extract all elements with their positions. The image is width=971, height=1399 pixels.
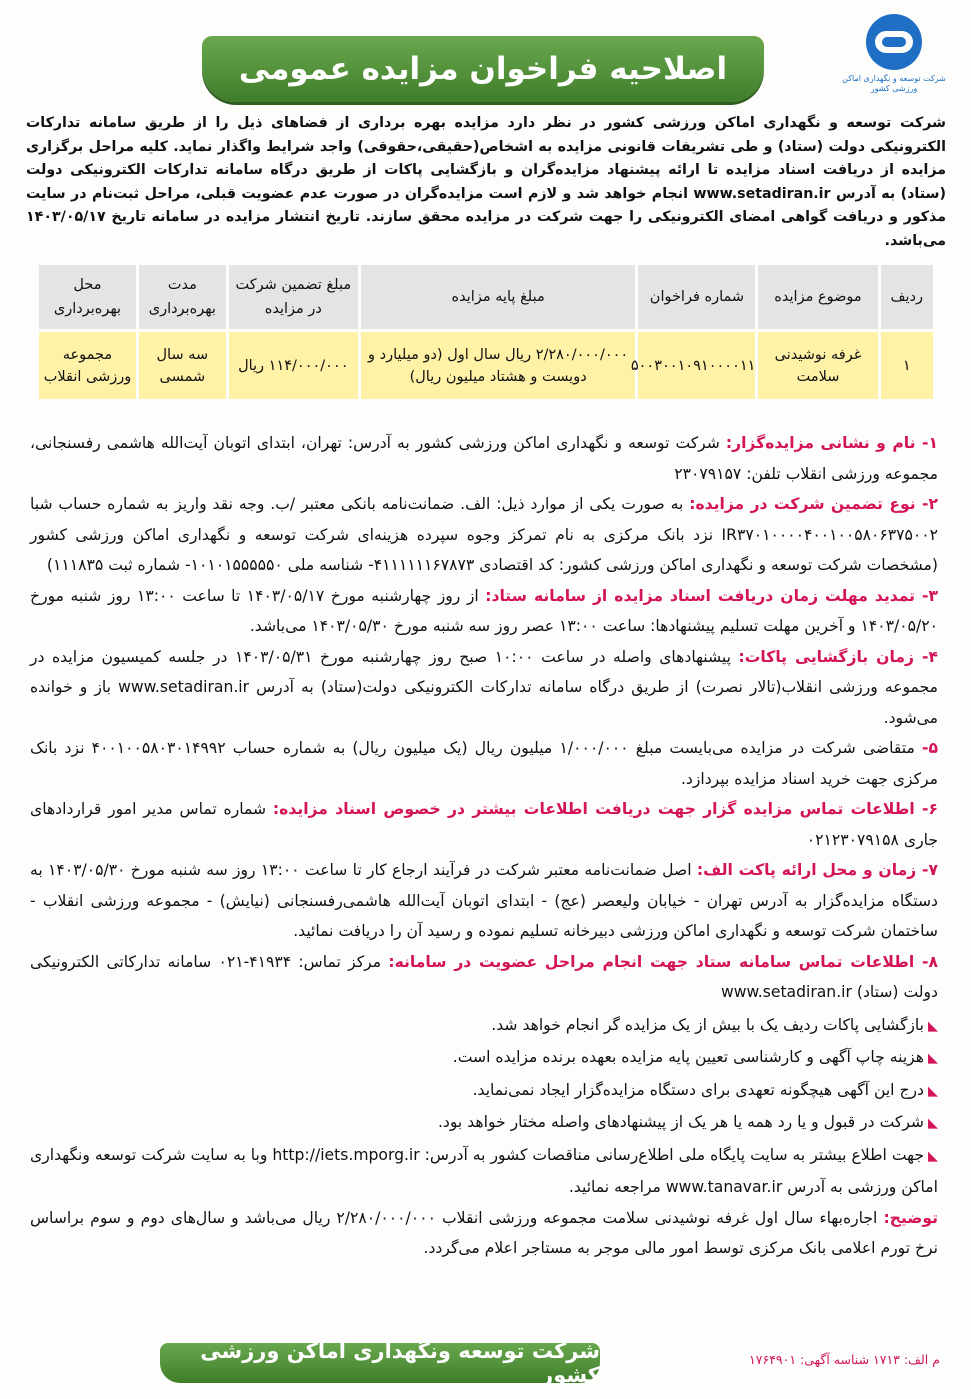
section	[30, 489, 938, 581]
section	[30, 428, 938, 489]
section	[30, 947, 938, 1008]
note	[30, 1203, 938, 1264]
section-text: مرکز تماس: ۴۱۹۳۴-۰۲۱ سامانه تدارکاتی الکترونیکی دولت (ستاد) www.setadiran.ir	[30, 952, 938, 1001]
section-text: متقاضی شرکت در مزایده می‌بایست مبلغ ۱/۰۰۰/۰۰۰ میلیون ریال (یک میلیون ریال) به شماره حساب ۴۰۰۱۰۰۵۸۰۳۰۱۴۹۹۲ نزد بانک مرکزی جهت خرید اسناد مزایده بپردازد.	[30, 739, 938, 788]
footer-banner	[160, 1339, 600, 1387]
table-cell: ۱	[881, 332, 933, 399]
section-text: از روز چهارشنبه مورخ ۱۴۰۳/۰۵/۱۷ تا ساعت ۱۳:۰۰ روز شنبه مورخ ۱۴۰۳/۰۵/۲۰ و آخرین مهلت تسلیم پیشنهادها: ساعت ۱۳:۰۰ عصر روز سه شنبه مورخ ۱۴۰۳/۰۵/۳۰ می‌باشد.	[30, 586, 938, 635]
triangle-bullet-icon: ◣	[927, 1148, 939, 1164]
table-cell: مجموعه ورزشی انقلاب	[39, 332, 136, 399]
section	[30, 581, 938, 642]
intro-paragraph: شرکت توسعه و نگهداری اماکن ورزشی کشور در نظر دارد مزایده بهره برداری از فضاهای ذیل را از طریق سامانه تدارکات الکترونیکی دولت (ستاد) و طی تشریفات قانونی مزایده به اشخاص(حقیقی،حقوقی) واجد شرایط واگذار نماید. کلیه مراحل برگزاری مزایده از دریافت اسناد مزایده تا ارائه پیشنهاد مزایده‌گران و بازگشایی پاکات از طریق درگاه سامانه تدارکات الکترونیکی دولت (ستاد) به آدرس www.setadiran.ir انجام خواهد شد و لازم است مزایده‌گران در صورت عدم عضویت قبلی، مراحل ثبت‌نام در سایت مذکور و دریافت گواهی امضای الکترونیکی را جهت شرکت در مزایده محقق سازند. تاریخ انتشار مزایده در سامانه تاریخ ۱۴۰۳/۰۵/۱۷ می‌باشد.	[26, 115, 946, 249]
list-item: ◣درج این آگهی هیچگونه تعهدی برای دستگاه مزایده‌گزار ایجاد نمی‌نماید.	[472, 1080, 938, 1099]
column-header: ردیف	[881, 265, 933, 329]
table-header-row	[39, 265, 933, 329]
table-cell: سه سال شمسی	[139, 332, 226, 399]
title-banner	[202, 36, 764, 102]
list-item: ◣جهت اطلاع بیشتر به سایت پایگاه ملی اطلاع‌رسانی مناقصات کشور به آدرس: http://iets.mporg.ir وبا به سایت شرکت توسعه ونگهداری اماکن ورزشی به آدرس www.tanavar.ir مراجعه نمائید.	[30, 1145, 939, 1196]
section-text: شرکت توسعه و نگهداری اماکن ورزشی کشور به آدرس: تهران، ابتدای اتوبان آیت‌الله هاشمی رفسنجانی، مجموعه ورزشی انقلاب تلفن: ۲۳۰۷۹۱۵۷	[30, 434, 938, 483]
auction-table	[36, 262, 936, 402]
column-header: مبلغ تضمین شرکت در مزایده	[229, 265, 358, 329]
table-cell: ۱۱۴/۰۰۰/۰۰۰ ریال	[229, 332, 358, 399]
column-header: موضوع مزایده	[758, 265, 877, 329]
table-row	[39, 332, 933, 399]
ad-id: م الف: ۱۷۱۳ شناسه آگهی: ۱۷۶۴۹۰۱	[749, 1352, 940, 1367]
conditions-body	[30, 428, 938, 1264]
table-cell: ۵۰۰۳۰۰۱۰۹۱۰۰۰۰۱۱	[638, 332, 755, 399]
triangle-bullet-icon: ◣	[928, 1083, 938, 1099]
section-text: اصل ضمانت‌نامه معتبر شرکت در فرآیند ارجاع کار تا ساعت ۱۳:۰۰ روز سه شنبه مورخ ۱۴۰۳/۰۵/۳۰ به دستگاه مزایده‌گزار به آدرس تهران - خیابان ولیعصر (عج) - ابتدای اتوبان آیت‌الله هاشمی‌رفسنجانی (نیایش) - مجموعه ورزشی انقلاب - ساختمان شرکت توسعه و نگهداری اماکن ورزشی دبیرخانه تسلیم نموده و رسید آن را دریافت نمائید.	[30, 861, 938, 940]
triangle-bullet-icon: ◣	[928, 1051, 938, 1066]
list-item: ◣شرکت در قبول و یا رد همه یا هر یک از پیشنهادهای واصله مختار خواهد بود.	[437, 1113, 938, 1131]
section-heading: ۲- نوع تضمین شرکت در مزایده:	[689, 495, 938, 513]
note-text: اجاره‌بهاء سال اول غرفه نوشیدنی سلامت مجموعه ورزشی انقلاب ۲/۲۸۰/۰۰۰/۰۰۰ ریال می‌باشد و سال‌های دوم و سوم براساس نرخ تورم اعلامی بانک مرکزی توسط امور مالی موجر به مستاجر اعلام می‌گردد.	[30, 1208, 938, 1257]
list-item: ◣بازگشایی پاکات ردیف یک با بیش از یک مزایده گر انجام خواهد شد.	[491, 1015, 938, 1034]
section	[30, 855, 938, 947]
column-header: مبلغ پایه مزایده	[361, 265, 636, 329]
section-heading: ۸- اطلاعات تماس سامانه ستاد جهت انجام مراحل عضویت در سامانه:	[388, 952, 938, 971]
table-cell: غرفه نوشیدنی سلامت	[758, 332, 877, 399]
section-heading: ۵-	[921, 739, 938, 757]
company-logo	[831, 14, 957, 96]
section-heading: ۷- زمان و محل ارائه پاکت الف:	[696, 861, 938, 879]
bullet-list	[30, 1010, 938, 1203]
section	[30, 733, 938, 794]
table-cell: ۲/۲۸۰/۰۰۰/۰۰۰ ریال سال اول (دو میلیارد و دویست و هشتاد میلیون ریال)	[361, 332, 636, 399]
logo-icon	[866, 14, 922, 70]
section-text: پیشنهادهای واصله در ساعت ۱۰:۰۰ صبح روز چهارشنبه مورخ ۱۴۰۳/۰۵/۳۱ در جلسه کمیسیون مزایده در مجموعه ورزشی انقلاب(تالار نصرت) از طریق درگاه سامانه تدارکات الکترونیکی دولت(ستاد) به آدرس www.setadiran.ir باز و خوانده می‌شود.	[30, 647, 938, 727]
triangle-bullet-icon: ◣	[928, 1018, 938, 1034]
triangle-bullet-icon: ◣	[928, 1116, 938, 1131]
section-heading: ۳- تمدید مهلت زمان دریافت اسناد مزایده از سامانه ستاد:	[485, 586, 938, 605]
note-heading: توضیح:	[883, 1208, 938, 1227]
section-text: شماره تماس مدیر امور قراردادهای جاری ۰۲۱۲۳۰۷۹۱۵۸	[30, 800, 938, 849]
list-item: ◣هزینه چاپ آگهی و کارشناسی تعیین پایه مزایده بعهده برنده مزایده است.	[452, 1048, 938, 1066]
column-header: شماره فراخوان	[638, 265, 755, 329]
section-heading: ۶- اطلاعات تماس مزایده گزار جهت دریافت اطلاعات بیشتر در خصوص اسناد مزایده:	[272, 800, 938, 818]
section-heading: ۱- نام و نشانی مزایده‌گزار:	[725, 434, 938, 452]
page-title: اصلاحیه فراخوان مزایده عمومی	[238, 51, 728, 87]
section-heading: ۴- زمان بازگشایی پاکات:	[738, 647, 938, 666]
column-header: مدت بهره‌برداری	[139, 265, 226, 329]
section-text: به صورت یکی از موارد ذیل: الف. ضمانت‌نامه بانکی معتبر /ب. وجه نقد واریز به شماره حساب شبا IR۳۷۰۱۰۰۰۰۴۰۰۱۰۰۵۸۰۶۳۷۵۰۰۲ نزد بانک مرکزی به نام تمرکز وجوه سپرده هزینه‌ای شرکت توسعه و نگهداری اماکن ورزشی کشور (مشخصات شرکت توسعه و نگهداری اماکن ورزشی کشور: کد اقتصادی ۴۱۱۱۱۱۱۶۷۸۷۳- شناسه ملی ۱۰۱۰۱۵۵۵۵۵۰- شماره ثبت ۱۱۱۸۳۵)	[30, 495, 938, 574]
column-header: محل بهره‌برداری	[39, 265, 136, 329]
section	[30, 794, 938, 855]
logo-text: شرکت توسعه و نگهداری اماکن ورزشی کشور	[842, 74, 946, 93]
section	[30, 642, 938, 734]
footer-company-name: شرکت توسعه ونگهداری اماکن ورزشی کشور	[200, 1339, 600, 1387]
